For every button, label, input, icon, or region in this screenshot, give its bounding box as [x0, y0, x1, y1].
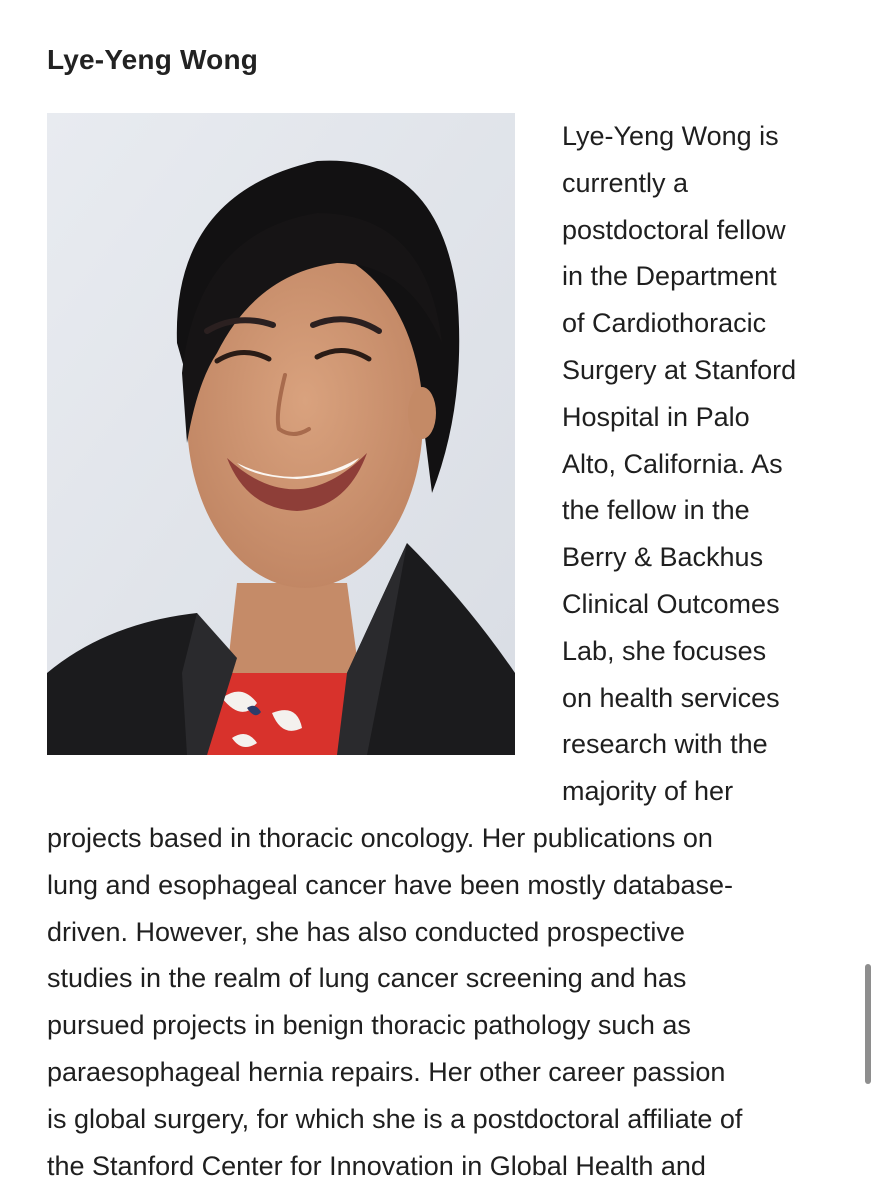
bio-line: Hospital in Palo: [562, 401, 750, 432]
bio-line: studies in the realm of lung cancer screening and has: [47, 963, 687, 994]
bio-line: on health services: [562, 682, 780, 713]
bio-line: currently a: [562, 167, 689, 198]
bio-line: Alto, California. As: [562, 448, 783, 479]
bio-line: majority of her: [562, 776, 734, 807]
profile-bio: [47, 113, 847, 1189]
bio-line: in the Department: [562, 261, 777, 292]
bio-line: Lye-Yeng Wong is: [562, 121, 779, 151]
bio-line: Clinical Outcomes: [562, 588, 780, 619]
bio-line: paraesophageal hernia repairs. Her other career passion: [47, 1056, 726, 1087]
bio-line: Surgery at Stanford: [562, 354, 797, 385]
profile-portrait-photo: [47, 113, 515, 755]
bio-line: the Stanford Center for Innovation in Global Health and: [47, 1150, 706, 1181]
profile-name-heading: Lye-Yeng Wong: [47, 44, 259, 75]
vertical-scrollbar[interactable]: [865, 964, 871, 1084]
bio-line: research with the: [562, 729, 768, 760]
bio-line: driven. However, she has also conducted prospective: [47, 916, 685, 947]
bio-line: projects based in thoracic oncology. Her publications on: [47, 822, 713, 853]
bio-line: Lab, she focuses: [562, 635, 767, 666]
bio-line: lung and esophageal cancer have been mostly database-: [47, 869, 733, 900]
bio-line: is global surgery, for which she is a postdoctoral affiliate of: [47, 1103, 743, 1134]
bio-line: postdoctoral fellow: [562, 214, 786, 245]
bio-line: the fellow in the: [562, 495, 750, 526]
bio-line: Berry & Backhus: [562, 542, 764, 573]
bio-line: pursued projects in benign thoracic pathology such as: [47, 1010, 691, 1041]
bio-line: of Cardiothoracic: [562, 308, 767, 339]
portrait-illustration: [47, 113, 515, 755]
